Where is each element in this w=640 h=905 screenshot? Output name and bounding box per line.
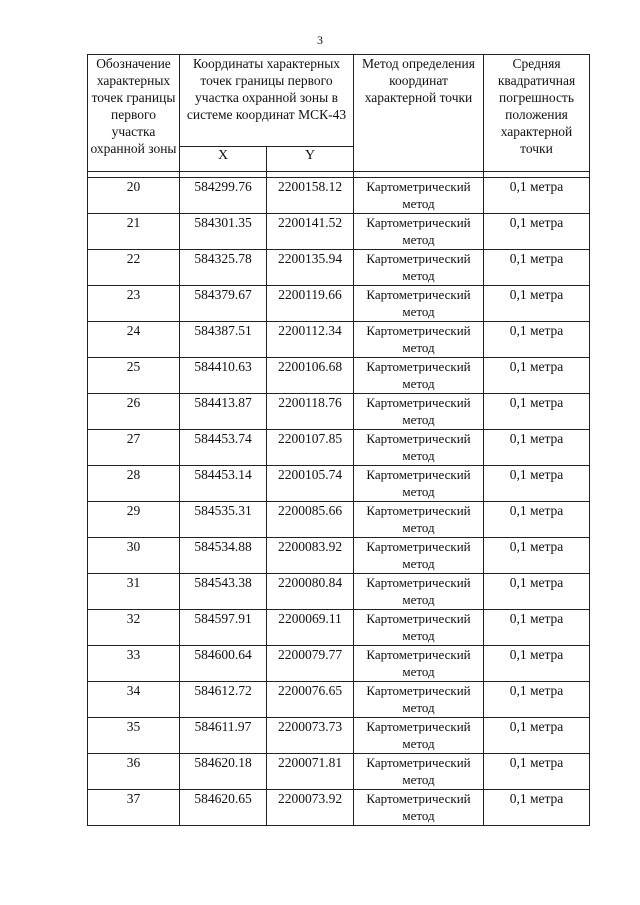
x-cell: 584620.18 [180,754,267,790]
y-cell: 2200112.34 [267,322,354,358]
y-cell: 2200079.77 [267,646,354,682]
y-cell: 2200080.84 [267,574,354,610]
header-coords: Координаты характерных точек границы первого участка охранной зоны в системе координат МСК-43 [180,55,354,147]
point-cell: 23 [88,286,180,322]
table-row [88,754,590,790]
point-cell: 28 [88,466,180,502]
x-cell: 584453.74 [180,430,267,466]
x-cell: 584620.65 [180,790,267,826]
point-cell: 36 [88,754,180,790]
point-cell: 34 [88,682,180,718]
error-cell: 0,1 метра [484,394,590,430]
table-row [88,466,590,502]
table-row [88,358,590,394]
error-cell: 0,1 метра [484,358,590,394]
table-row [88,790,590,826]
point-cell: 32 [88,610,180,646]
method-cell: Картометрический метод [354,646,484,682]
y-cell: 2200083.92 [267,538,354,574]
error-cell: 0,1 метра [484,610,590,646]
table-row [88,250,590,286]
x-cell: 584299.76 [180,178,267,214]
table-row [88,178,590,214]
point-cell: 27 [88,430,180,466]
point-cell: 33 [88,646,180,682]
header-y: Y [267,146,354,171]
y-cell: 2200158.12 [267,178,354,214]
error-cell: 0,1 метра [484,538,590,574]
x-cell: 584535.31 [180,502,267,538]
method-cell: Картометрический метод [354,394,484,430]
method-cell: Картометрический метод [354,574,484,610]
point-cell: 30 [88,538,180,574]
method-cell: Картометрический метод [354,430,484,466]
method-cell: Картометрический метод [354,790,484,826]
method-cell: Картометрический метод [354,718,484,754]
point-cell: 20 [88,178,180,214]
point-cell: 22 [88,250,180,286]
table-row [88,610,590,646]
x-cell: 584325.78 [180,250,267,286]
table-row [88,682,590,718]
error-cell: 0,1 метра [484,466,590,502]
x-cell: 584410.63 [180,358,267,394]
x-cell: 584543.38 [180,574,267,610]
method-cell: Картометрический метод [354,682,484,718]
x-cell: 584611.97 [180,718,267,754]
y-cell: 2200107.85 [267,430,354,466]
error-cell: 0,1 метра [484,286,590,322]
table-row [88,538,590,574]
x-cell: 584301.35 [180,214,267,250]
table-row [88,322,590,358]
method-cell: Картометрический метод [354,610,484,646]
point-cell: 24 [88,322,180,358]
method-cell: Картометрический метод [354,178,484,214]
x-cell: 584612.72 [180,682,267,718]
method-cell: Картометрический метод [354,214,484,250]
method-cell: Картометрический метод [354,466,484,502]
x-cell: 584413.87 [180,394,267,430]
error-cell: 0,1 метра [484,430,590,466]
point-cell: 31 [88,574,180,610]
y-cell: 2200119.66 [267,286,354,322]
header-method: Метод определения координат характерной точки [354,55,484,172]
header-error: Средняя квадратичная погрешность положения характерной точки [484,55,590,172]
y-cell: 2200118.76 [267,394,354,430]
error-cell: 0,1 метра [484,214,590,250]
point-cell: 26 [88,394,180,430]
x-cell: 584534.88 [180,538,267,574]
error-cell: 0,1 метра [484,502,590,538]
coordinates-table [87,54,590,826]
error-cell: 0,1 метра [484,754,590,790]
x-cell: 584597.91 [180,610,267,646]
y-cell: 2200073.73 [267,718,354,754]
table-row [88,574,590,610]
x-cell: 584453.14 [180,466,267,502]
x-cell: 584387.51 [180,322,267,358]
y-cell: 2200076.65 [267,682,354,718]
table-row [88,214,590,250]
table-row [88,430,590,466]
y-cell: 2200106.68 [267,358,354,394]
point-cell: 37 [88,790,180,826]
method-cell: Картометрический метод [354,754,484,790]
method-cell: Картометрический метод [354,502,484,538]
error-cell: 0,1 метра [484,574,590,610]
y-cell: 2200085.66 [267,502,354,538]
y-cell: 2200141.52 [267,214,354,250]
point-cell: 35 [88,718,180,754]
y-cell: 2200105.74 [267,466,354,502]
x-cell: 584379.67 [180,286,267,322]
y-cell: 2200069.11 [267,610,354,646]
point-cell: 29 [88,502,180,538]
error-cell: 0,1 метра [484,790,590,826]
table-row [88,286,590,322]
table-row [88,718,590,754]
method-cell: Картометрический метод [354,322,484,358]
error-cell: 0,1 метра [484,718,590,754]
table-row [88,394,590,430]
error-cell: 0,1 метра [484,646,590,682]
header-x: X [180,146,267,171]
table-row [88,502,590,538]
method-cell: Картометрический метод [354,358,484,394]
error-cell: 0,1 метра [484,178,590,214]
y-cell: 2200135.94 [267,250,354,286]
method-cell: Картометрический метод [354,286,484,322]
table-header [88,55,590,172]
y-cell: 2200071.81 [267,754,354,790]
point-cell: 25 [88,358,180,394]
error-cell: 0,1 метра [484,322,590,358]
header-point: Обозначение характерных точек границы первого участка охранной зоны [88,55,180,172]
x-cell: 584600.64 [180,646,267,682]
error-cell: 0,1 метра [484,250,590,286]
table-row [88,646,590,682]
method-cell: Картометрический метод [354,538,484,574]
method-cell: Картометрический метод [354,250,484,286]
point-cell: 21 [88,214,180,250]
table-body [88,172,590,826]
page-number: 3 [317,33,323,47]
y-cell: 2200073.92 [267,790,354,826]
error-cell: 0,1 метра [484,682,590,718]
